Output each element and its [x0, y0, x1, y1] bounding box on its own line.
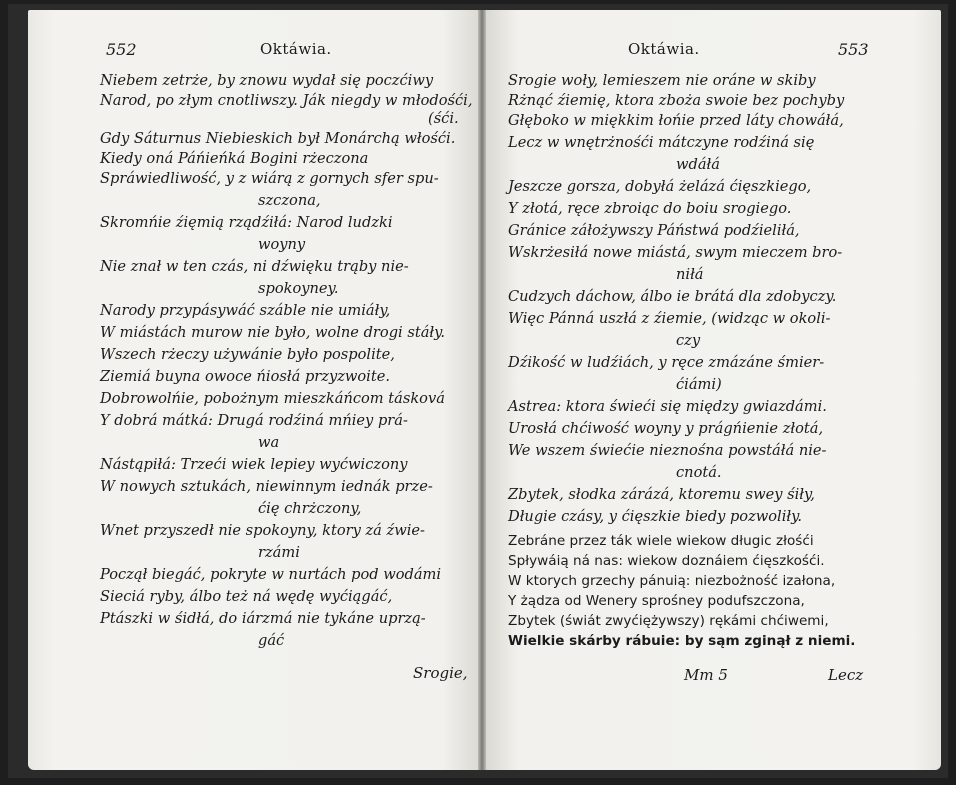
text-line: wdáłá: [676, 156, 720, 173]
signature-mark: Mm 5: [684, 666, 728, 684]
text-line: Lecz w wnętrżnośći mátczyne rodźiná się: [508, 134, 815, 151]
catchword-right: Lecz: [828, 666, 864, 684]
text-line: Cudzych dáchow, álbo ie brátá dla zdobyczy.: [508, 288, 837, 305]
text-line: (śći.: [428, 110, 459, 127]
text-line: Jeszcze gorsza, dobyłá żelázá ćięszkiego,: [508, 178, 812, 195]
text-line: Y żądza od Wenery sprośney podufszczona,: [508, 593, 805, 609]
text-line: czy: [676, 332, 701, 349]
text-line: Narody przypásywáć száble nie umiáły,: [100, 302, 391, 319]
book-gutter: [478, 10, 486, 770]
text-line: Gdy Sáturnus Niebieskich był Monárchą włośći.: [100, 130, 456, 147]
text-line: Zebráne przez ták wiele wiekow długic złośći: [508, 533, 814, 549]
text-line: W ktorych grzechy pánuią: niezbożność izałona,: [508, 573, 836, 589]
text-line: Dobrowolńie, pobożnym mieszkáńcom tásková: [100, 390, 445, 407]
text-line: We wszem świećie nieznośna powstáłá nie-: [508, 442, 827, 459]
text-line: Kiedy oná Páńieńká Bogini rżeczona: [100, 150, 369, 167]
text-line: spokoyney.: [258, 280, 339, 297]
text-line: Wielkie skárby rábuie: by sąm zginął z niemi.: [508, 633, 856, 649]
text-line: Ziemiá buyna owoce ńiosłá przyzwoite.: [100, 368, 390, 385]
text-line: Niebem zetrże, by znowu wydał się poczćiwy: [100, 72, 434, 89]
text-line: ćię chrżczony,: [258, 500, 362, 517]
running-head-left: Oktáwia.: [260, 40, 332, 58]
text-line: Narod, po złym cnotliwszy. Ják niegdy w młodośći,: [100, 92, 473, 109]
text-line: Gránice záłożywszy Páństwá podźieliłá,: [508, 222, 800, 239]
catchword-left: Srogie,: [413, 664, 468, 682]
text-line: Wnet przyszedł nie spokoyny, ktory zá źwie-: [100, 522, 425, 539]
text-line: Więc Pánná uszłá z źiemie, (widząc w okoli-: [508, 310, 831, 327]
text-line: Y złotá, ręce zbroiąc do boiu srogiego.: [508, 200, 792, 217]
text-line: gáć: [258, 632, 285, 649]
page-number-left: 552: [106, 40, 137, 59]
page-number-right: 553: [838, 40, 869, 59]
text-line: szczona,: [258, 192, 321, 209]
text-line: Zbytek (świát zwyćiężywszy) rękámi chćiwemi,: [508, 613, 829, 629]
text-line: W nowych sztukách, niewinnym iednák prze-: [100, 478, 433, 495]
text-line: Dźikość w ludźiách, y ręce zmázáne śmier-: [508, 354, 825, 371]
text-line: Spływáią ná nas: wiekow doznáiem ćięszkośći.: [508, 553, 825, 569]
text-line: Ptászki w śidłá, do iárzmá nie tykáne uprzą-: [100, 610, 426, 627]
text-line: Spráwiedliwość, y z wiárą z gornych sfer spu-: [100, 170, 439, 187]
text-line: woyny: [258, 236, 306, 253]
left-page: [28, 10, 478, 770]
text-line: Głęboko w miękkim łońie przed láty chowáłá,: [508, 112, 844, 129]
text-line: W miástách murow nie było, wolne drogi stáły.: [100, 324, 446, 341]
text-line: Długie czásy, y ćięszkie biedy pozwoliły.: [508, 508, 803, 525]
text-line: Sieciá ryby, álbo też ná wędę wyćiągáć,: [100, 588, 393, 605]
text-line: Y dobrá mátká: Drugá rodźiná mńiey prá-: [100, 412, 408, 429]
text-line: Wszech rżeczy używánie było pospolite,: [100, 346, 395, 363]
text-line: wa: [258, 434, 280, 451]
text-line: Począł biegáć, pokryte w nurtách pod wodámi: [100, 566, 442, 583]
text-line: Skromńie źięmią rządźiłá: Narod ludzki: [100, 214, 393, 231]
text-line: Urosłá chćiwość woyny y prágńienie złotá,: [508, 420, 824, 437]
text-line: Astrea: ktora świeći się między gwiazdámi.: [508, 398, 827, 415]
text-line: rzámi: [258, 544, 300, 561]
text-line: ćiámi): [676, 376, 722, 393]
text-line: Zbytek, słodka zárázá, ktoremu swey śiły,: [508, 486, 815, 503]
text-line: Wskrżesiłá nowe miástá, swym mieczem bro-: [508, 244, 843, 261]
text-line: Rżnąć źiemię, ktora zboża swoie bez pochyby: [508, 92, 845, 109]
text-line: Nie znał w ten czás, ni dźwięku trąby nie-: [100, 258, 409, 275]
text-line: Srogie woły, lemieszem nie oráne w skiby: [508, 72, 816, 89]
book-spread: [8, 4, 948, 778]
text-line: cnotá.: [676, 464, 722, 481]
text-line: niłá: [676, 266, 704, 283]
text-line: Nástąpiłá: Trzeći wiek lepiey wyćwiczony: [100, 456, 408, 473]
running-head-right: Oktáwia.: [628, 40, 700, 58]
right-page: [486, 10, 941, 770]
